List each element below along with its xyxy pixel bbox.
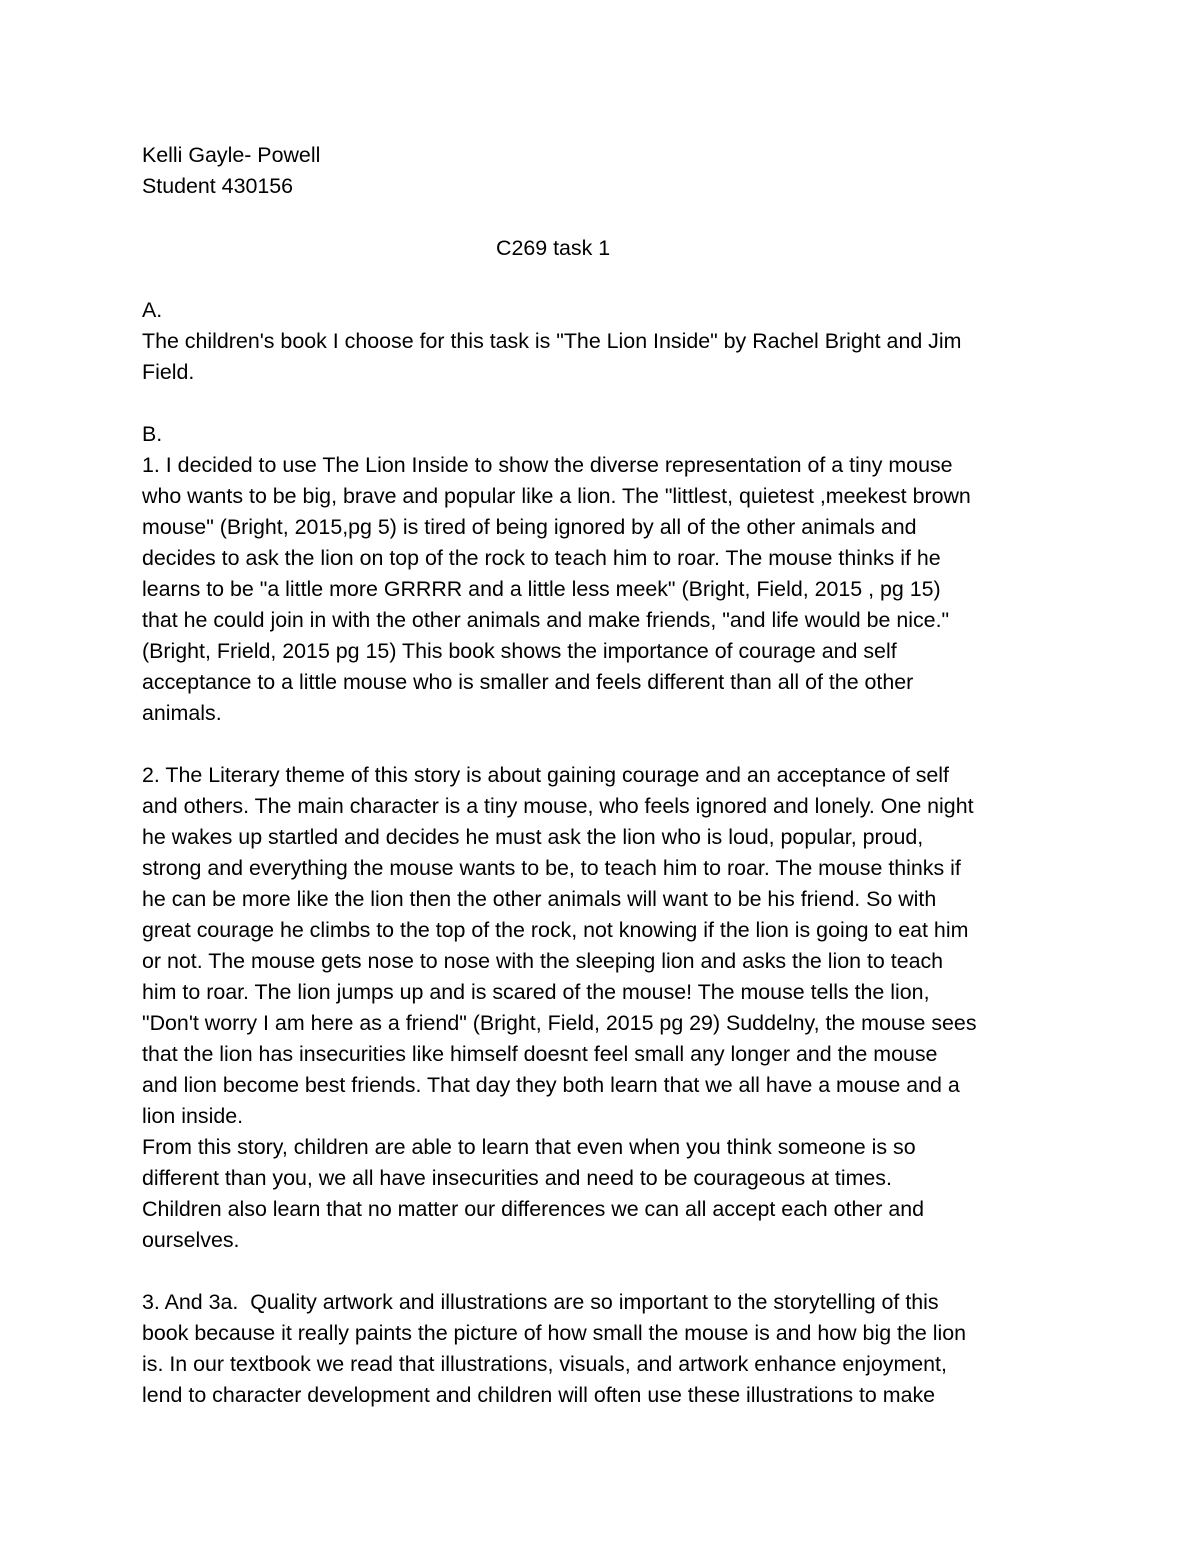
item1-line: 1. I decided to use The Lion Inside to show the diverse representation of a tiny mouse xyxy=(142,453,953,477)
item2-line: 2. The Literary theme of this story is about gaining courage and an acceptance of self xyxy=(142,763,949,787)
blank-line xyxy=(142,202,1072,233)
item2-line: that the lion has insecurities like himself doesnt feel small any longer and the mouse xyxy=(142,1042,938,1066)
item1-line: who wants to be big, brave and popular like a lion. The "littlest, quietest ,meekest brown xyxy=(142,484,971,508)
blank-line xyxy=(142,388,1072,419)
item2-line: ourselves. xyxy=(142,1228,240,1252)
item1-line: mouse" (Bright, 2015,pg 5) is tired of being ignored by all of the other animals and xyxy=(142,515,917,539)
item1-line: acceptance to a little mouse who is smaller and feels different than all of the other xyxy=(142,670,914,694)
document-title: C269 task 1 xyxy=(496,236,611,260)
item2-line: Children also learn that no matter our differences we can all accept each other and xyxy=(142,1197,925,1221)
section-a-line: Field. xyxy=(142,360,195,384)
section-a-heading: A. xyxy=(142,298,163,322)
item1-line: decides to ask the lion on top of the rock to teach him to roar. The mouse thinks if he xyxy=(142,546,941,570)
section-b-heading: B. xyxy=(142,422,163,446)
student-id: Student 430156 xyxy=(142,174,294,198)
item2-line: he wakes up startled and decides he must ask the lion who is loud, popular, proud, xyxy=(142,825,924,849)
item3-line: book because it really paints the picture of how small the mouse is and how big the lion xyxy=(142,1321,967,1345)
blank-line xyxy=(142,264,1072,295)
item3-line: is. In our textbook we read that illustrations, visuals, and artwork enhance enjoyment, xyxy=(142,1352,947,1376)
blank-line xyxy=(142,1256,1072,1287)
item1-line: learns to be "a little more GRRRR and a little less meek" (Bright, Field, 2015 , pg 15) xyxy=(142,577,941,601)
item2-line: and lion become best friends. That day they both learn that we all have a mouse and a xyxy=(142,1073,960,1097)
item2-line: him to roar. The lion jumps up and is scared of the mouse! The mouse tells the lion, xyxy=(142,980,930,1004)
item2-line: and others. The main character is a tiny mouse, who feels ignored and lonely. One night xyxy=(142,794,974,818)
item2-line: strong and everything the mouse wants to be, to teach him to roar. The mouse thinks if xyxy=(142,856,961,880)
item2-line: "Don't worry I am here as a friend" (Bright, Field, 2015 pg 29) Suddelny, the mouse sees xyxy=(142,1011,977,1035)
item3-line: lend to character development and children will often use these illustrations to make xyxy=(142,1383,936,1407)
blank-line xyxy=(142,729,1072,760)
item2-line: or not. The mouse gets nose to nose with the sleeping lion and asks the lion to teach xyxy=(142,949,944,973)
item1-line: that he could join in with the other animals and make friends, "and life would be nice." xyxy=(142,608,950,632)
item3-line: 3. And 3a. Quality artwork and illustrations are so important to the storytelling of this xyxy=(142,1290,939,1314)
item2-line: lion inside. xyxy=(142,1104,244,1128)
item2-line: From this story, children are able to learn that even when you think someone is so xyxy=(142,1135,916,1159)
document-body xyxy=(142,140,1072,1411)
item2-line: he can be more like the lion then the other animals will want to be his friend. So with xyxy=(142,887,937,911)
item2-line: different than you, we all have insecurities and need to be courageous at times. xyxy=(142,1166,892,1190)
item1-line: (Bright, Frield, 2015 pg 15) This book shows the importance of courage and self xyxy=(142,639,897,663)
section-a-line: The children's book I choose for this task is "The Lion Inside" by Rachel Bright and Jim xyxy=(142,329,962,353)
author-name: Kelli Gayle- Powell xyxy=(142,143,321,167)
item2-line: great courage he climbs to the top of the rock, not knowing if the lion is going to eat him xyxy=(142,918,969,942)
item1-line: animals. xyxy=(142,701,222,725)
